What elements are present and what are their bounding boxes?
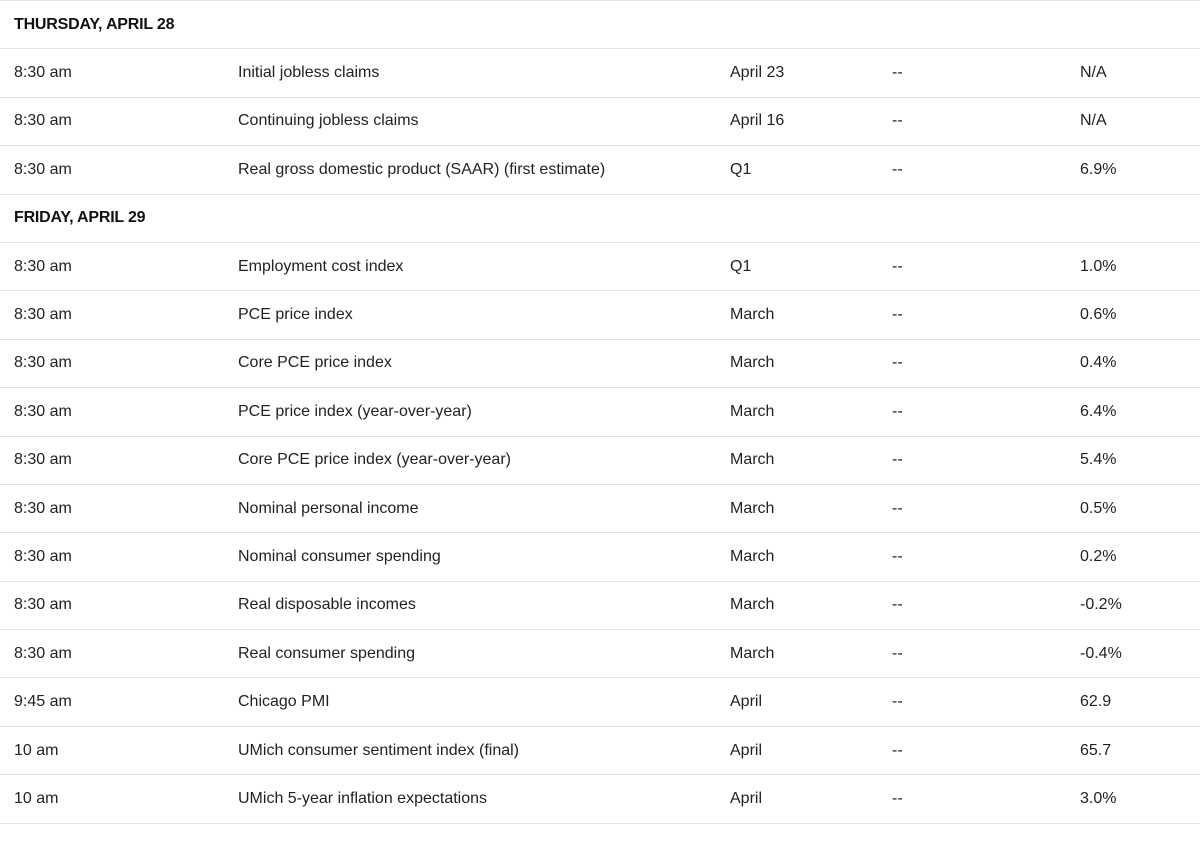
period-cell: March — [730, 451, 775, 469]
period-cell: Q1 — [730, 160, 752, 178]
forecast-cell: -- — [892, 257, 903, 275]
table-row — [0, 49, 1200, 97]
forecast-cell: -- — [892, 596, 903, 614]
time-cell: 8:30 am — [14, 112, 72, 130]
event-cell: Initial jobless claims — [238, 64, 380, 82]
table-row — [0, 582, 1200, 630]
table-row — [0, 678, 1200, 726]
event-cell: Real consumer spending — [238, 644, 415, 662]
period-cell: April — [730, 693, 763, 711]
time-cell: 8:30 am — [14, 547, 72, 565]
event-cell: Employment cost index — [238, 257, 404, 275]
event-cell: UMich 5-year inflation expectations — [238, 789, 488, 807]
time-cell: 8:30 am — [14, 257, 72, 275]
forecast-cell: -- — [892, 499, 903, 517]
table-row — [0, 533, 1200, 581]
forecast-cell: -- — [892, 789, 903, 807]
previous-cell: 6.4% — [1080, 402, 1117, 420]
previous-cell: 65.7 — [1080, 741, 1112, 759]
period-cell: March — [730, 402, 775, 420]
event-cell: UMich consumer sentiment index (final) — [238, 741, 519, 759]
time-cell: 8:30 am — [14, 596, 72, 614]
table-row — [0, 340, 1200, 388]
period-cell: March — [730, 596, 775, 614]
period-cell: March — [730, 644, 775, 662]
day-header-row — [0, 195, 1200, 243]
period-cell: April 23 — [730, 64, 785, 82]
time-cell: 8:30 am — [14, 64, 72, 82]
time-cell: 8:30 am — [14, 306, 72, 324]
previous-cell: -0.4% — [1080, 644, 1122, 662]
period-cell: March — [730, 499, 775, 517]
forecast-cell: -- — [892, 160, 903, 178]
forecast-cell: -- — [892, 547, 903, 565]
event-cell: Nominal personal income — [238, 499, 419, 517]
previous-cell: 62.9 — [1080, 693, 1112, 711]
event-cell: Core PCE price index (year-over-year) — [238, 451, 511, 469]
table-row — [0, 437, 1200, 485]
table-row — [0, 98, 1200, 146]
time-cell: 8:30 am — [14, 499, 72, 517]
previous-cell: -0.2% — [1080, 596, 1122, 614]
day-header: THURSDAY, APRIL 28 — [14, 15, 175, 33]
previous-cell: N/A — [1080, 64, 1107, 82]
forecast-cell: -- — [892, 402, 903, 420]
forecast-cell: -- — [892, 693, 903, 711]
time-cell: 9:45 am — [14, 693, 72, 711]
day-header: FRIDAY, APRIL 29 — [14, 209, 146, 227]
forecast-cell: -- — [892, 112, 903, 130]
time-cell: 10 am — [14, 789, 59, 807]
event-cell: Continuing jobless claims — [238, 112, 419, 130]
period-cell: April 16 — [730, 112, 785, 130]
time-cell: 8:30 am — [14, 160, 72, 178]
period-cell: March — [730, 354, 775, 372]
time-cell: 8:30 am — [14, 354, 72, 372]
day-header-row — [0, 1, 1200, 49]
previous-cell: 0.6% — [1080, 306, 1117, 324]
previous-cell: 3.0% — [1080, 789, 1117, 807]
forecast-cell: -- — [892, 306, 903, 324]
forecast-cell: -- — [892, 64, 903, 82]
period-cell: April — [730, 741, 763, 759]
time-cell: 8:30 am — [14, 644, 72, 662]
table-row — [0, 630, 1200, 678]
previous-cell: 0.2% — [1080, 547, 1117, 565]
previous-cell: N/A — [1080, 112, 1107, 130]
forecast-cell: -- — [892, 644, 903, 662]
previous-cell: 6.9% — [1080, 160, 1117, 178]
previous-cell: 0.4% — [1080, 354, 1117, 372]
table-row — [0, 775, 1200, 823]
period-cell: March — [730, 547, 775, 565]
time-cell: 10 am — [14, 741, 59, 759]
forecast-cell: -- — [892, 451, 903, 469]
event-cell: Core PCE price index — [238, 354, 392, 372]
table-row — [0, 388, 1200, 436]
event-cell: Nominal consumer spending — [238, 547, 441, 565]
table-row — [0, 146, 1200, 194]
period-cell: April — [730, 789, 763, 807]
table-row — [0, 727, 1200, 775]
period-cell: March — [730, 306, 775, 324]
time-cell: 8:30 am — [14, 402, 72, 420]
table-row — [0, 243, 1200, 291]
event-cell: Real gross domestic product (SAAR) (first estimate) — [238, 160, 606, 178]
previous-cell: 1.0% — [1080, 257, 1117, 275]
event-cell: PCE price index — [238, 306, 353, 324]
forecast-cell: -- — [892, 354, 903, 372]
time-cell: 8:30 am — [14, 451, 72, 469]
period-cell: Q1 — [730, 257, 752, 275]
event-cell: Real disposable incomes — [238, 596, 416, 614]
event-cell: PCE price index (year-over-year) — [238, 402, 472, 420]
forecast-cell: -- — [892, 741, 903, 759]
previous-cell: 5.4% — [1080, 451, 1117, 469]
event-cell: Chicago PMI — [238, 693, 330, 711]
previous-cell: 0.5% — [1080, 499, 1117, 517]
table-row — [0, 485, 1200, 533]
table-row — [0, 291, 1200, 339]
